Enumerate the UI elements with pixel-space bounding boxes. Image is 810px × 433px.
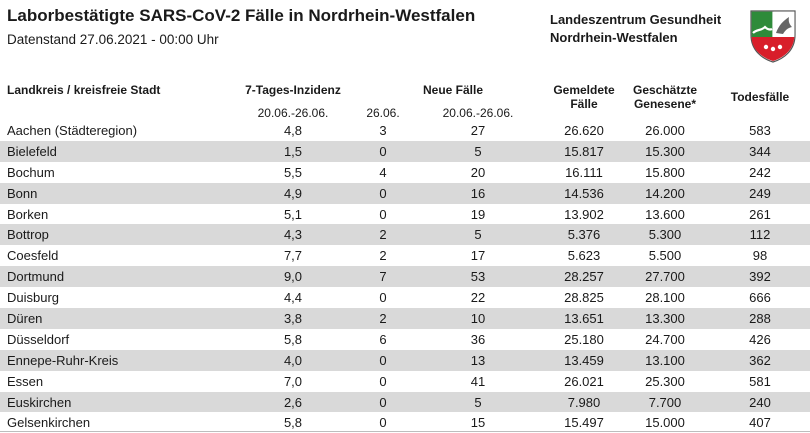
cell-new-day: 0 xyxy=(379,206,387,222)
header-deaths: Todesfälle xyxy=(730,90,790,104)
table-row xyxy=(0,308,810,329)
cell-new-day: 3 xyxy=(379,122,387,138)
cell-new-day: 2 xyxy=(358,308,408,329)
cell-deaths: 98 xyxy=(752,248,768,264)
cell-new-day: 2 xyxy=(358,224,408,245)
cell-new-week: 17 xyxy=(470,248,486,264)
cell-recovered: 13.100 xyxy=(620,350,710,371)
table-row xyxy=(0,204,810,225)
data-timestamp: Datenstand 27.06.2021 - 00:00 Uhr xyxy=(7,32,219,47)
cell-name: Bochum xyxy=(7,164,55,180)
cell-new-day: 6 xyxy=(379,331,387,347)
cell-deaths: 240 xyxy=(710,392,810,413)
cell-recovered: 24.700 xyxy=(645,331,685,347)
cell-incidence: 5,1 xyxy=(283,206,303,222)
subheader-new-day: 26.06. xyxy=(366,106,400,120)
cell-new-week: 15 xyxy=(470,415,486,431)
cell-recovered: 5.300 xyxy=(620,224,710,245)
cell-incidence: 4,9 xyxy=(228,183,358,204)
cell-incidence: 4,8 xyxy=(283,122,303,138)
cell-reported: 13.902 xyxy=(564,206,604,222)
header-recovered-line2: Genesene* xyxy=(633,97,697,111)
cell-deaths: 112 xyxy=(710,224,810,245)
header-reported xyxy=(548,74,620,120)
cell-recovered: 15.300 xyxy=(620,141,710,162)
cell-new-week: 16 xyxy=(408,183,548,204)
cell-recovered: 15.800 xyxy=(645,164,685,180)
cell-deaths: 249 xyxy=(710,183,810,204)
cell-reported: 26.620 xyxy=(564,122,604,138)
cell-name: Ennepe-Ruhr-Kreis xyxy=(0,350,228,371)
cell-incidence: 1,5 xyxy=(228,141,358,162)
cell-incidence: 4,4 xyxy=(283,290,303,306)
cell-name: Aachen (Städteregion) xyxy=(7,122,138,138)
table-row xyxy=(0,329,810,350)
cell-incidence: 5,8 xyxy=(283,415,303,431)
cell-reported: 25.180 xyxy=(564,331,604,347)
cell-new-day: 0 xyxy=(379,290,387,306)
table-row xyxy=(0,141,810,162)
cell-deaths: 392 xyxy=(710,266,810,287)
cell-new-week: 5 xyxy=(408,141,548,162)
subheader-incidence-range: 20.06.-26.06. xyxy=(257,106,329,120)
cell-deaths: 288 xyxy=(710,308,810,329)
cell-new-week: 5 xyxy=(408,224,548,245)
cell-incidence: 9,0 xyxy=(228,266,358,287)
table-row xyxy=(0,183,810,204)
cell-recovered: 25.300 xyxy=(645,373,685,389)
cell-reported: 16.111 xyxy=(565,164,603,180)
table-row xyxy=(0,371,810,392)
table-row xyxy=(0,287,810,308)
cell-incidence: 5,5 xyxy=(283,164,303,180)
cell-incidence: 7,7 xyxy=(283,248,303,264)
cell-reported: 13.651 xyxy=(548,308,620,329)
cell-name: Coesfeld xyxy=(7,248,59,264)
cell-new-day: 0 xyxy=(358,350,408,371)
cell-new-day: 0 xyxy=(358,392,408,413)
cell-name: Euskirchen xyxy=(0,392,228,413)
cell-name: Düren xyxy=(0,308,228,329)
cell-reported: 14.536 xyxy=(548,183,620,204)
cell-reported: 7.980 xyxy=(548,392,620,413)
cell-recovered: 27.700 xyxy=(620,266,710,287)
cell-deaths: 581 xyxy=(749,373,771,389)
subheader-empty xyxy=(0,106,228,120)
case-table xyxy=(0,74,810,433)
cell-new-day: 0 xyxy=(379,415,387,431)
organization-line-1: Landeszentrum Gesundheit xyxy=(550,12,722,27)
cell-deaths: 583 xyxy=(749,122,771,138)
cell-name: Bonn xyxy=(0,183,228,204)
header-incidence: 7-Tages-Inzidenz xyxy=(245,83,341,97)
header-region: Landkreis / kreisfreie Stadt xyxy=(7,83,161,97)
table-row xyxy=(0,224,810,245)
cell-deaths: 261 xyxy=(749,206,771,222)
cell-reported: 28.825 xyxy=(564,290,604,306)
header-recovered-line1: Geschätzte xyxy=(632,83,698,97)
cell-recovered: 5.500 xyxy=(648,248,682,264)
cell-incidence: 3,8 xyxy=(228,308,358,329)
cell-name: Essen xyxy=(7,373,44,389)
cell-new-day: 2 xyxy=(379,248,387,264)
table-row xyxy=(0,350,810,371)
cell-recovered: 15.000 xyxy=(645,415,685,431)
cell-new-week: 27 xyxy=(470,122,486,138)
cell-name: Duisburg xyxy=(7,290,60,306)
cell-new-week: 20 xyxy=(470,164,486,180)
cell-reported: 5.623 xyxy=(567,248,601,264)
cell-reported: 28.257 xyxy=(548,266,620,287)
cell-name: Düsseldorf xyxy=(7,331,70,347)
cell-incidence: 7,0 xyxy=(283,373,303,389)
header-new-cases: Neue Fälle xyxy=(422,83,484,97)
table-row xyxy=(0,412,810,433)
cell-new-week: 5 xyxy=(408,392,548,413)
cell-incidence: 4,0 xyxy=(228,350,358,371)
cell-new-day: 0 xyxy=(358,183,408,204)
cell-new-day: 0 xyxy=(358,141,408,162)
table-header-row xyxy=(0,74,810,106)
table-row xyxy=(0,120,810,141)
table-row xyxy=(0,266,810,287)
table-row xyxy=(0,162,810,183)
cell-new-day: 4 xyxy=(379,164,387,180)
cell-reported: 15.497 xyxy=(564,415,604,431)
cell-recovered: 26.000 xyxy=(645,122,685,138)
cell-name: Dortmund xyxy=(0,266,228,287)
header-recovered xyxy=(620,74,710,120)
cell-reported: 5.376 xyxy=(548,224,620,245)
cell-incidence: 2,6 xyxy=(228,392,358,413)
cell-new-week: 41 xyxy=(470,373,486,389)
cell-new-week: 36 xyxy=(470,331,486,347)
table-row xyxy=(0,245,810,266)
cell-recovered: 13.600 xyxy=(645,206,685,222)
cell-new-day: 0 xyxy=(379,373,387,389)
cell-name: Bielefeld xyxy=(0,141,228,162)
cell-name: Bottrop xyxy=(0,224,228,245)
nrw-coat-of-arms-icon xyxy=(749,9,797,63)
cell-recovered: 28.100 xyxy=(645,290,685,306)
organization-name xyxy=(550,11,721,47)
cell-deaths: 362 xyxy=(710,350,810,371)
subheader-new-week: 20.06.-26.06. xyxy=(442,106,514,120)
table-row xyxy=(0,392,810,413)
cell-deaths: 242 xyxy=(749,164,771,180)
header-reported-line1: Gemeldete xyxy=(553,83,615,97)
header-reported-line2: Fälle xyxy=(570,97,598,111)
cell-new-week: 10 xyxy=(408,308,548,329)
cell-new-day: 7 xyxy=(358,266,408,287)
cell-reported: 15.817 xyxy=(548,141,620,162)
cell-recovered: 7.700 xyxy=(620,392,710,413)
cell-recovered: 14.200 xyxy=(620,183,710,204)
page-title: Laborbestätigte SARS-CoV-2 Fälle in Nordrhein-Westfalen xyxy=(7,6,476,25)
cell-incidence: 4,3 xyxy=(228,224,358,245)
cell-deaths: 407 xyxy=(749,415,771,431)
cell-reported: 13.459 xyxy=(548,350,620,371)
cell-deaths: 666 xyxy=(749,290,771,306)
cell-deaths: 344 xyxy=(710,141,810,162)
cell-name: Gelsenkirchen xyxy=(7,415,91,431)
organization-line-2: Nordrhein-Westfalen xyxy=(550,30,678,45)
cell-name: Borken xyxy=(7,206,49,222)
cell-new-week: 22 xyxy=(470,290,486,306)
cell-new-week: 19 xyxy=(470,206,486,222)
cell-deaths: 426 xyxy=(749,331,771,347)
cell-recovered: 13.300 xyxy=(620,308,710,329)
cell-new-week: 53 xyxy=(408,266,548,287)
cell-new-week: 13 xyxy=(408,350,548,371)
cell-reported: 26.021 xyxy=(564,373,604,389)
cell-incidence: 5,8 xyxy=(283,331,303,347)
